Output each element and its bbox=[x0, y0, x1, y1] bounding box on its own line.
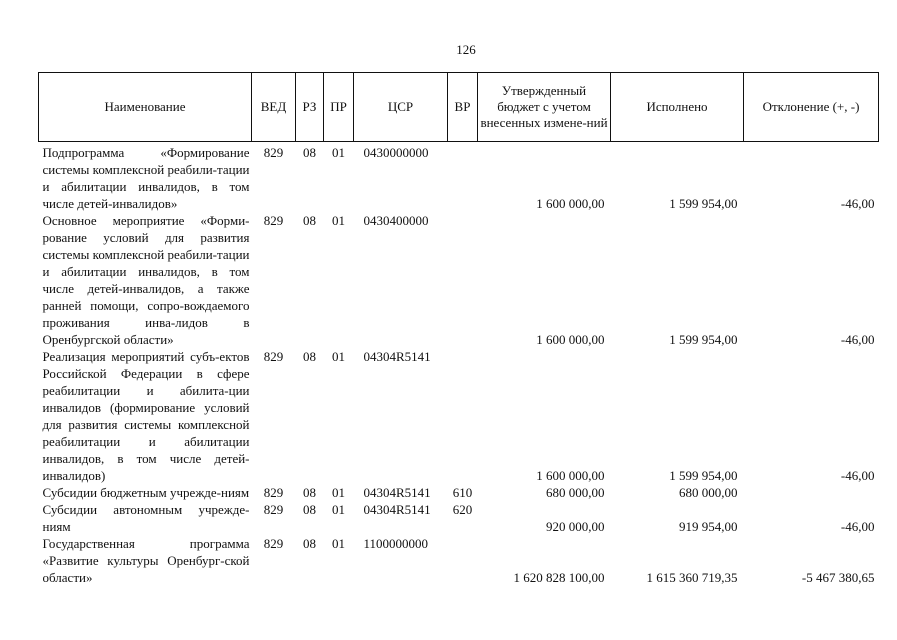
row-ved: 829 bbox=[263, 213, 284, 228]
row-ved: 829 bbox=[263, 349, 284, 364]
row-name: Реализация мероприятий субъ-ектов Российской Федерации в сфере реабилитации и абилита-ции инвалидов (формирование условий для развития системы комплексной реабилитации и абилитации инвалидов, в том числе детей-инвалидов) bbox=[42, 349, 250, 483]
row-csr: 04304R5141 bbox=[363, 485, 431, 500]
row-pr: 01 bbox=[332, 349, 345, 364]
row-name: Подпрограмма «Формирование системы комплексной реабили-тации и абилитации инвалидов, в том числе детей-инвалидов» bbox=[42, 145, 250, 211]
row-vr bbox=[448, 212, 478, 348]
header-csr: ЦСР bbox=[354, 73, 448, 142]
table-header bbox=[39, 73, 879, 142]
row-vr bbox=[448, 535, 478, 586]
row-ved: 829 bbox=[263, 502, 284, 517]
table-row bbox=[39, 501, 879, 535]
row-deviation: -5 467 380,65 bbox=[801, 570, 875, 585]
row-csr: 04304R5141 bbox=[363, 502, 431, 517]
table-body bbox=[39, 142, 879, 587]
row-ved: 829 bbox=[263, 536, 284, 551]
header-approved-budget: Утвержденный бюджет с учетом внесенных измене-ний bbox=[478, 73, 611, 142]
row-name: Субсидии автономным учрежде-ниям bbox=[42, 502, 250, 534]
row-vr bbox=[448, 144, 478, 212]
row-rz: 08 bbox=[303, 502, 316, 517]
row-name: Государственная программа «Развитие культуры Оренбург-ской области» bbox=[42, 536, 250, 585]
row-csr: 04304R5141 bbox=[363, 349, 431, 364]
row-approved: 680 000,00 bbox=[546, 485, 605, 500]
row-rz: 08 bbox=[303, 145, 316, 160]
table-row bbox=[39, 144, 879, 212]
row-executed: 1 599 954,00 bbox=[669, 196, 738, 211]
row-vr: 620 bbox=[452, 502, 473, 517]
page-number: 126 bbox=[456, 42, 476, 57]
row-pr: 01 bbox=[332, 536, 345, 551]
row-pr: 01 bbox=[332, 213, 345, 228]
row-vr bbox=[448, 348, 478, 484]
header-deviation: Отклонение (+, -) bbox=[744, 73, 879, 142]
table-row bbox=[39, 484, 879, 501]
header-ved: ВЕД bbox=[252, 73, 296, 142]
row-executed: 919 954,00 bbox=[679, 519, 738, 534]
row-deviation: -46,00 bbox=[840, 332, 875, 347]
row-deviation bbox=[744, 484, 879, 501]
row-deviation: -46,00 bbox=[840, 519, 875, 534]
row-ved: 829 bbox=[263, 145, 284, 160]
budget-table bbox=[38, 72, 879, 586]
row-approved: 920 000,00 bbox=[546, 519, 605, 534]
row-pr: 01 bbox=[332, 485, 345, 500]
row-rz: 08 bbox=[303, 213, 316, 228]
row-pr: 01 bbox=[332, 145, 345, 160]
header-vr: ВР bbox=[448, 73, 478, 142]
row-name: Субсидии бюджетным учрежде-ниям bbox=[42, 485, 250, 500]
row-approved: 1 620 828 100,00 bbox=[513, 570, 605, 585]
row-approved: 1 600 000,00 bbox=[536, 468, 605, 483]
header-executed: Исполнено bbox=[611, 73, 744, 142]
row-approved: 1 600 000,00 bbox=[536, 332, 605, 347]
header-pr: ПР bbox=[324, 73, 354, 142]
table-row bbox=[39, 348, 879, 484]
row-approved: 1 600 000,00 bbox=[536, 196, 605, 211]
row-pr: 01 bbox=[332, 502, 345, 517]
row-rz: 08 bbox=[303, 485, 316, 500]
table-row bbox=[39, 535, 879, 586]
row-executed: 680 000,00 bbox=[679, 485, 738, 500]
row-executed: 1 599 954,00 bbox=[669, 468, 738, 483]
row-vr: 610 bbox=[452, 485, 473, 500]
table-row bbox=[39, 212, 879, 348]
header-rz: РЗ bbox=[296, 73, 324, 142]
header-name: Наименование bbox=[39, 73, 252, 142]
row-rz: 08 bbox=[303, 349, 316, 364]
row-csr: 0430400000 bbox=[363, 213, 429, 228]
row-ved: 829 bbox=[263, 485, 284, 500]
row-executed: 1 599 954,00 bbox=[669, 332, 738, 347]
row-deviation: -46,00 bbox=[840, 468, 875, 483]
row-executed: 1 615 360 719,35 bbox=[646, 570, 738, 585]
row-rz: 08 bbox=[303, 536, 316, 551]
row-csr: 0430000000 bbox=[363, 145, 429, 160]
row-csr: 1100000000 bbox=[363, 536, 429, 551]
row-deviation: -46,00 bbox=[840, 196, 875, 211]
row-name: Основное мероприятие «Форми-рование условий для развития системы комплексной реабили-тации и абилитации инвалидов, в том числе детей-инвалидов, а также ранней помощи, сопро-вождаемого проживания инва-лидов в Оренбургской области» bbox=[42, 213, 250, 347]
